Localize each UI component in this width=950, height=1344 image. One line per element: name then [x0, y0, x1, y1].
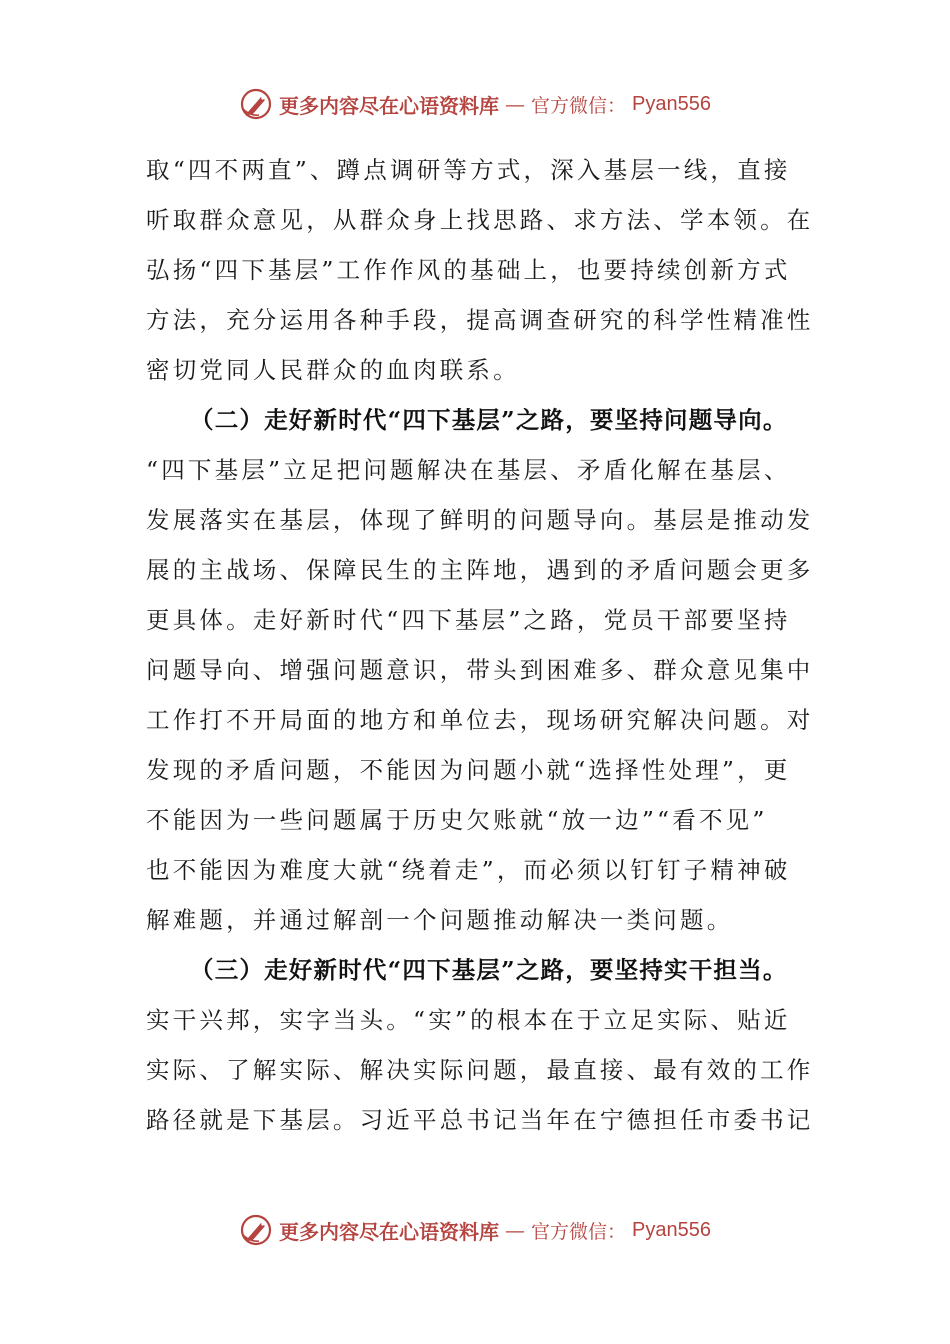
body-line: “四下基层”立足把问题解决在基层、矛盾化解在基层、	[146, 456, 791, 484]
body-line: 展的主战场、保障民生的主阵地，遇到的矛盾问题会更多	[146, 556, 814, 584]
wechat-id: Pyan556	[632, 1218, 711, 1241]
body-line: 工作打不开局面的地方和单位去，现场研究解决问题。对	[146, 706, 814, 734]
section-heading-3: （三）走好新时代“四下基层”之路，要坚持实干担当。	[190, 956, 788, 984]
library-name: 更多内容尽在心语资料库	[279, 93, 499, 118]
header-watermark-banner	[0, 84, 950, 124]
library-name: 更多内容尽在心语资料库	[279, 1219, 499, 1244]
body-line: 更具体。走好新时代“四下基层”之路，党员干部要坚持	[146, 606, 791, 634]
wechat-id: Pyan556	[632, 92, 711, 115]
body-line: 弘扬“四下基层”工作作风的基础上，也要持续创新方式	[146, 256, 791, 284]
body-line: 解难题，并通过解剖一个问题推动解决一类问题。	[146, 906, 734, 934]
body-line: 听取群众意见，从群众身上找思路、求方法、学本领。在	[146, 206, 814, 234]
section-heading-2: （二）走好新时代“四下基层”之路，要坚持问题导向。	[190, 406, 788, 434]
body-line: 不能因为一些问题属于历史欠账就“放一边”“看不见”	[146, 806, 768, 834]
wechat-label: 官方微信：	[531, 94, 627, 117]
banner-dash: —	[505, 92, 525, 116]
document-body	[146, 145, 826, 1145]
body-line: 实际、了解实际、解决实际问题，最直接、最有效的工作	[146, 1056, 814, 1084]
body-line: 发现的矛盾问题，不能因为问题小就“选择性处理”，更	[146, 756, 791, 784]
body-line: 问题导向、增强问题意识，带头到困难多、群众意见集中	[146, 656, 814, 684]
pen-nib-logo-icon	[239, 87, 273, 121]
body-line: 路径就是下基层。习近平总书记当年在宁德担任市委书记	[146, 1106, 814, 1134]
wechat-label: 官方微信：	[531, 1220, 627, 1243]
body-line: 也不能因为难度大就“绕着走”，而必须以钉钉子精神破	[146, 856, 791, 884]
body-line: 方法，充分运用各种手段，提高调查研究的科学性精准性	[146, 306, 814, 334]
body-line: 取“四不两直”、蹲点调研等方式，深入基层一线，直接	[146, 156, 791, 184]
footer-watermark-banner	[0, 1210, 950, 1250]
body-line: 密切党同人民群众的血肉联系。	[146, 356, 520, 384]
pen-nib-logo-icon	[239, 1213, 273, 1247]
body-line: 发展落实在基层，体现了鲜明的问题导向。基层是推动发	[146, 506, 814, 534]
body-line: 实干兴邦，实字当头。“实”的根本在于立足实际、贴近	[146, 1006, 791, 1034]
banner-dash: —	[505, 1218, 525, 1242]
